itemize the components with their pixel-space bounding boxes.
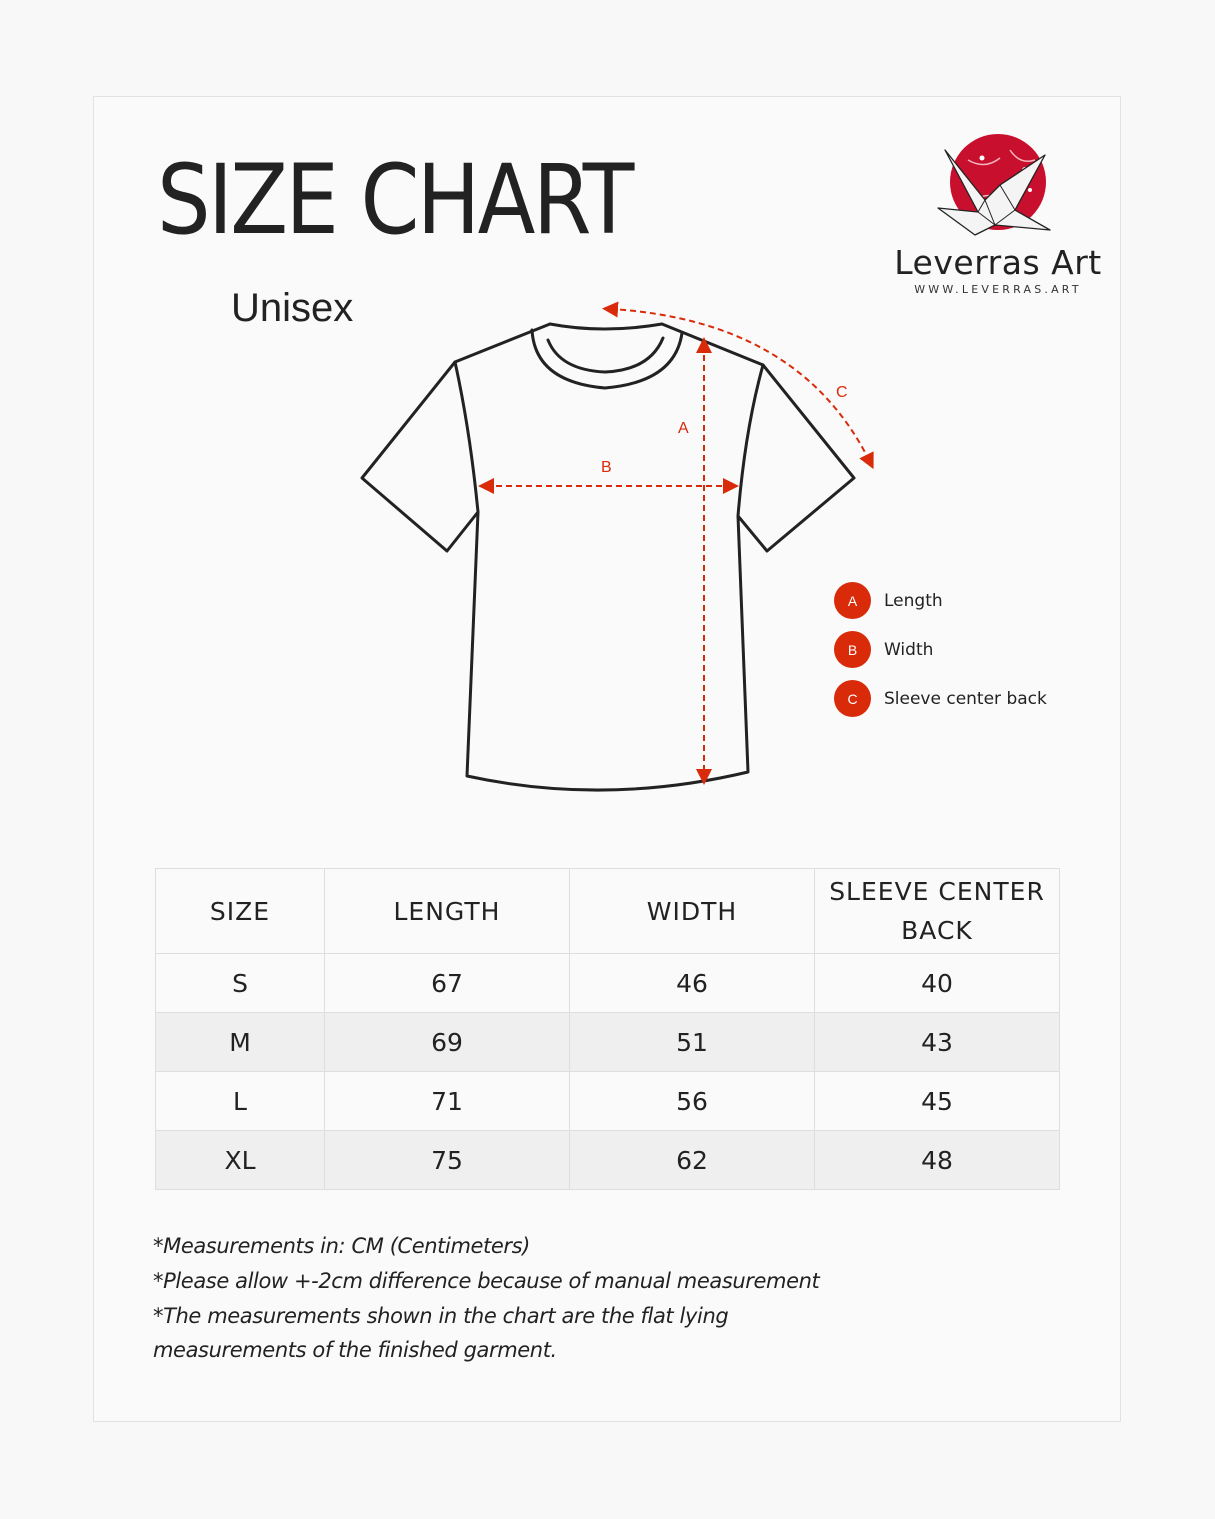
- cell-sleeve: 48: [815, 1131, 1060, 1190]
- page-title: SIZE CHART: [157, 144, 632, 256]
- label-b: B: [601, 459, 612, 476]
- table-row: [156, 1013, 1060, 1072]
- arrow-sleeve: [610, 309, 870, 462]
- measure-arrows: [486, 309, 870, 777]
- brand-name: Leverras Art: [894, 243, 1102, 282]
- legend-label: Width: [884, 639, 934, 660]
- cell-size: L: [156, 1072, 325, 1131]
- cell-sleeve: 45: [815, 1072, 1060, 1131]
- legend-badge: B: [834, 631, 871, 668]
- note-line: *The measurements shown in the chart are the flat lying: [153, 1303, 729, 1328]
- measurement-legend: [834, 582, 1047, 729]
- tshirt-outline: [362, 324, 854, 790]
- legend-item: [834, 631, 1047, 668]
- table-row: [156, 954, 1060, 1013]
- header-sleeve: SLEEVE CENTER BACK: [815, 869, 1060, 954]
- legend-label: Length: [884, 590, 943, 611]
- note-line: *Measurements in: CM (Centimeters): [153, 1234, 530, 1258]
- legend-item: [834, 680, 1047, 717]
- cell-sleeve: 43: [815, 1013, 1060, 1072]
- cell-length: 67: [325, 954, 570, 1013]
- legend-badge: C: [834, 680, 871, 717]
- table-row: [156, 1131, 1060, 1190]
- note-line: *Please allow +-2cm difference because of manual measurement: [153, 1268, 820, 1293]
- label-c: C: [836, 384, 848, 401]
- cell-size: M: [156, 1013, 325, 1072]
- tshirt-diagram: [340, 290, 900, 810]
- cell-width: 62: [570, 1131, 815, 1190]
- cell-size: S: [156, 954, 325, 1013]
- brand-url: WWW.LEVERRAS.ART: [914, 283, 1082, 296]
- table-header-row: [156, 869, 1060, 954]
- cell-length: 75: [325, 1131, 570, 1190]
- cell-width: 46: [570, 954, 815, 1013]
- cell-size: XL: [156, 1131, 325, 1190]
- label-a: A: [678, 420, 689, 437]
- table-row: [156, 1072, 1060, 1131]
- header-length: LENGTH: [325, 869, 570, 954]
- page-subtitle: Unisex: [231, 286, 354, 330]
- footnotes: [153, 1229, 819, 1368]
- legend-item: [834, 582, 1047, 619]
- note-line: measurements of the finished garment.: [153, 1338, 557, 1363]
- legend-label: Sleeve center back: [884, 688, 1047, 709]
- cell-length: 69: [325, 1013, 570, 1072]
- cell-width: 56: [570, 1072, 815, 1131]
- cell-width: 51: [570, 1013, 815, 1072]
- header-width: WIDTH: [570, 869, 815, 954]
- header-size: SIZE: [156, 869, 325, 954]
- cell-sleeve: 40: [815, 954, 1060, 1013]
- cell-length: 71: [325, 1072, 570, 1131]
- legend-badge: A: [834, 582, 871, 619]
- size-table: [155, 868, 1060, 1190]
